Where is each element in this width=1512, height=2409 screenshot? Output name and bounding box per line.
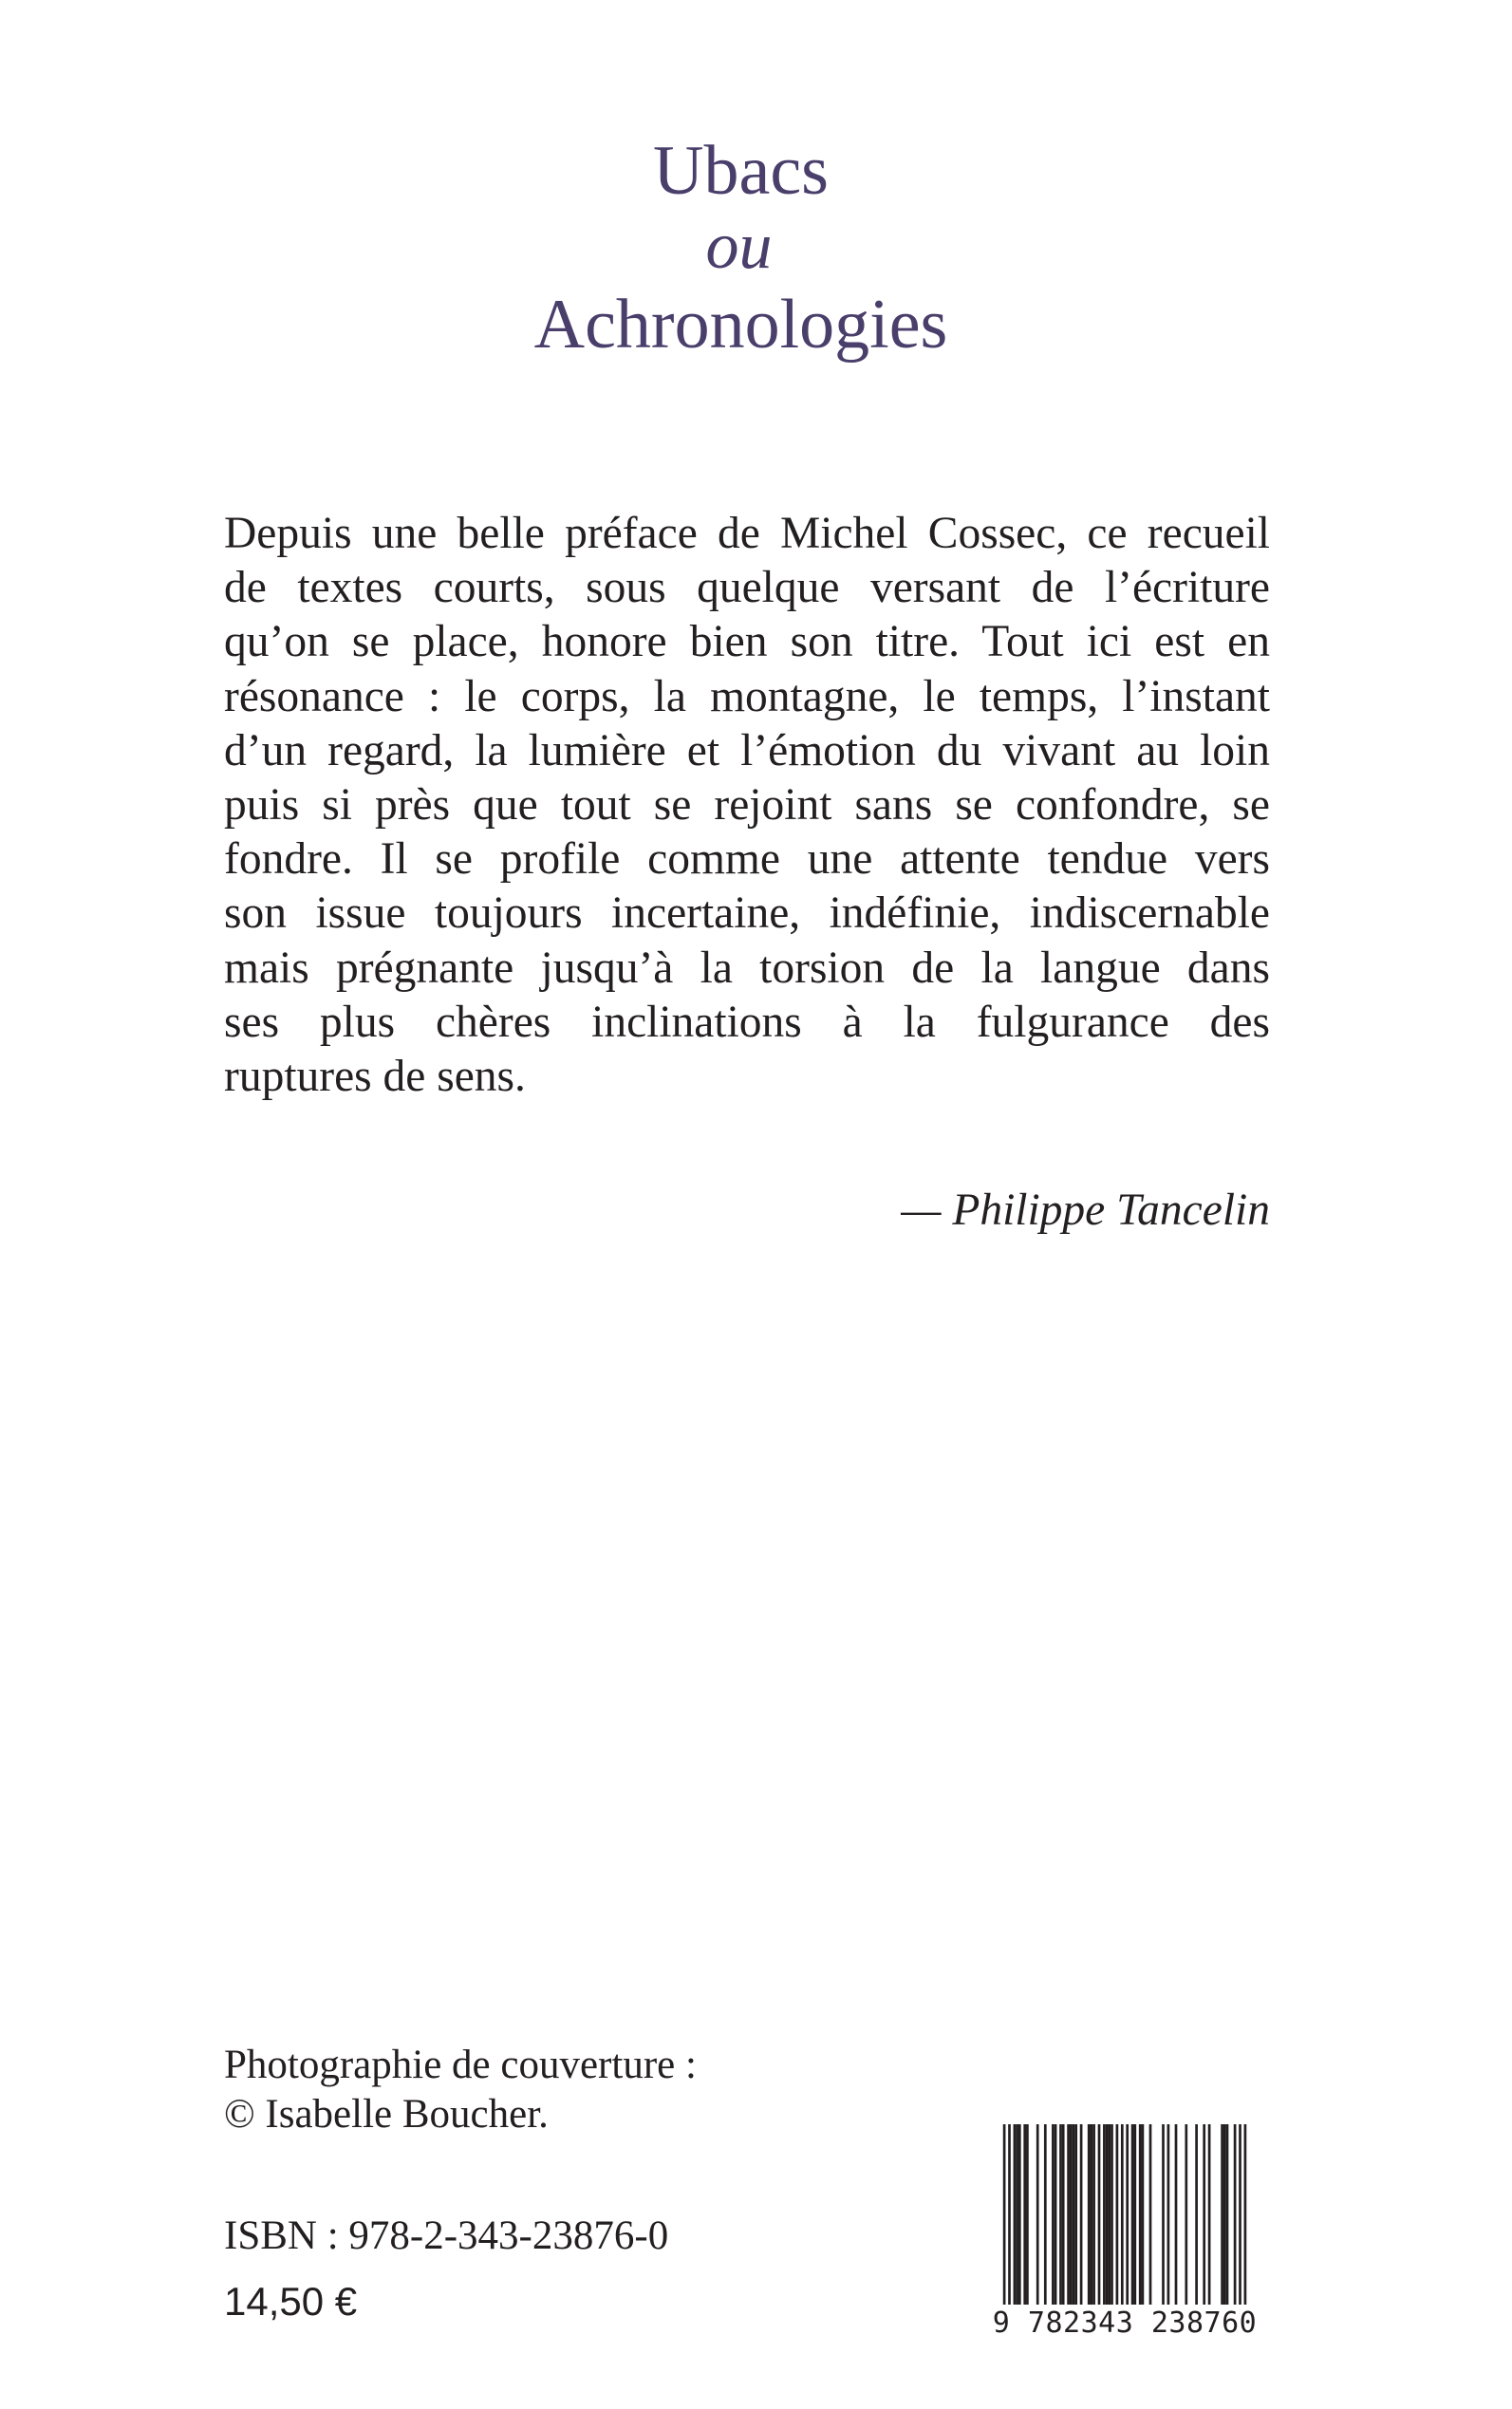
barcode-bar <box>1108 2124 1111 2305</box>
isbn-text: ISBN : 978-2-343-23876-0 <box>224 2213 669 2258</box>
barcode-bar <box>1244 2124 1247 2314</box>
barcode-bar <box>1055 2124 1057 2305</box>
blurb-line: ruptures de sens. <box>224 1052 526 1102</box>
barcode-bar <box>1018 2124 1021 2305</box>
blurb-line: son issue toujours incertaine, indéfinie, indiscernable <box>224 888 1270 939</box>
barcode-bar <box>1044 2124 1047 2305</box>
barcode-bar <box>1008 2124 1011 2314</box>
barcode-bar <box>1088 2124 1091 2305</box>
barcode-bar <box>1103 2124 1106 2305</box>
barcode-bar <box>1070 2124 1073 2305</box>
barcode-bar <box>1059 2124 1062 2305</box>
barcode-bar <box>1221 2124 1223 2305</box>
title-connector: ou <box>705 210 773 283</box>
barcode-bar <box>1080 2124 1083 2305</box>
barcode-bar <box>1175 2124 1178 2305</box>
barcode-bar <box>1111 2124 1113 2305</box>
barcode-bar <box>1142 2124 1145 2305</box>
back-cover-blurb <box>224 507 1270 1104</box>
barcode-bar <box>1074 2124 1077 2305</box>
barcode-bar <box>1023 2124 1026 2305</box>
barcode-bar <box>1026 2124 1029 2305</box>
barcode-bar <box>1036 2124 1039 2305</box>
barcode-bar <box>1226 2124 1229 2305</box>
barcode-bar <box>1091 2124 1093 2305</box>
barcode-bar <box>1234 2124 1237 2305</box>
barcode-bar <box>1092 2124 1095 2305</box>
barcode-bar <box>1121 2124 1124 2314</box>
barcode-bar <box>1167 2124 1170 2305</box>
barcode-bar <box>1162 2124 1165 2305</box>
blurb-line: Depuis une belle préface de Michel Cossec, ce recueil <box>224 509 1270 558</box>
photo-credit-block <box>224 2041 697 2139</box>
barcode-bar <box>1003 2124 1006 2314</box>
barcode-bar <box>1139 2124 1142 2305</box>
barcode-bar <box>1223 2124 1226 2305</box>
book-subtitle: Achronologies <box>533 286 948 364</box>
price-text: 14,50 € <box>224 2279 358 2324</box>
barcode-bar <box>1131 2124 1134 2305</box>
barcode-bar <box>1106 2124 1109 2305</box>
blurb-line: qu’on se place, honore bien son titre. Tout ici est en <box>224 617 1270 667</box>
blurb-line: puis si près que tout se rejoint sans se confondre, se <box>224 780 1270 831</box>
barcode-bar <box>1067 2124 1070 2305</box>
blurb-line: de textes courts, sous quelque versant de l’écriture <box>224 563 1270 613</box>
barcode-bars <box>980 2124 1270 2314</box>
blurb-signature: — Philippe Tancelin <box>901 1186 1270 1235</box>
barcode-bar <box>1016 2124 1018 2305</box>
isbn-barcode <box>980 2124 1270 2347</box>
barcode-bar <box>1185 2124 1187 2305</box>
barcode-bar <box>1126 2124 1129 2314</box>
blurb-line: ses plus chères inclinations à la fulgurance des <box>224 997 1270 1047</box>
barcode-bar <box>1014 2124 1017 2305</box>
blurb-line: résonance : le corps, la montagne, le temps, l’instant <box>224 671 1270 721</box>
barcode-digits: 9 782343 238760 <box>980 2305 1270 2343</box>
barcode-bar <box>1133 2124 1136 2305</box>
barcode-bar <box>1073 2124 1075 2305</box>
barcode-bar <box>1195 2124 1198 2305</box>
book-title: Ubacs <box>653 132 829 210</box>
photo-credit-name: © Isabelle Boucher. <box>224 2092 549 2137</box>
barcode-bar <box>1062 2124 1065 2305</box>
blurb-line: mais prégnante jusqu’à la torsion de la langue dans <box>224 943 1270 993</box>
barcode-bar <box>1098 2124 1101 2305</box>
barcode-bar <box>1149 2124 1152 2305</box>
blurb-line: d’un regard, la lumière et l’émotion du vivant au loin <box>224 725 1270 775</box>
barcode-bar <box>1208 2124 1211 2305</box>
barcode-bar <box>1116 2124 1119 2305</box>
barcode-bar <box>1203 2124 1205 2305</box>
barcode-bar <box>1052 2124 1055 2305</box>
blurb-line: fondre. Il se profile comme une attente tendue vers <box>224 834 1270 885</box>
barcode-bar <box>1239 2124 1241 2314</box>
photo-credit-label: Photographie de couverture : <box>224 2043 697 2087</box>
